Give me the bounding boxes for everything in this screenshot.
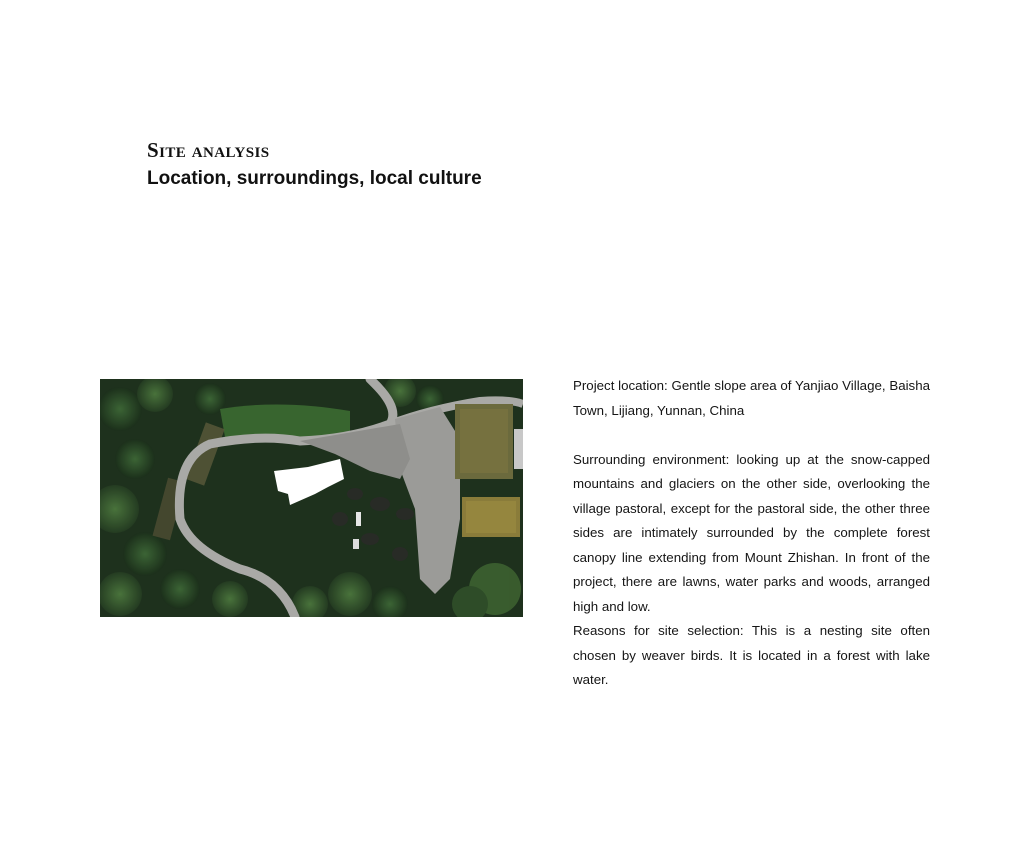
page-subtitle: Location, surroundings, local culture [147, 168, 482, 189]
site-description [573, 374, 930, 693]
crop-fields [455, 404, 523, 537]
page-title: Site analysis [147, 138, 270, 162]
site-selection-reasons-text: Reasons for site selection: This is a nesting site often chosen by weaver birds. It is located in a forest with lake water. [573, 623, 930, 687]
aerial-site-photo [100, 379, 523, 617]
surrounding-environment-text: Surrounding environment: looking up at the snow-capped mountains and glaciers on the other side, overlooking the village pastoral, except for the pastoral side, the other three sides are intimately surrounded by the complete forest canopy line extending from Mount Zhishan. In front of the project, there are lawns, water parks and woods, arranged high and low. [573, 451, 930, 614]
project-location-text: Project location: Gentle slope area of Yanjiao Village, Baisha Town, Lijiang, Yunnan, China [573, 378, 930, 418]
